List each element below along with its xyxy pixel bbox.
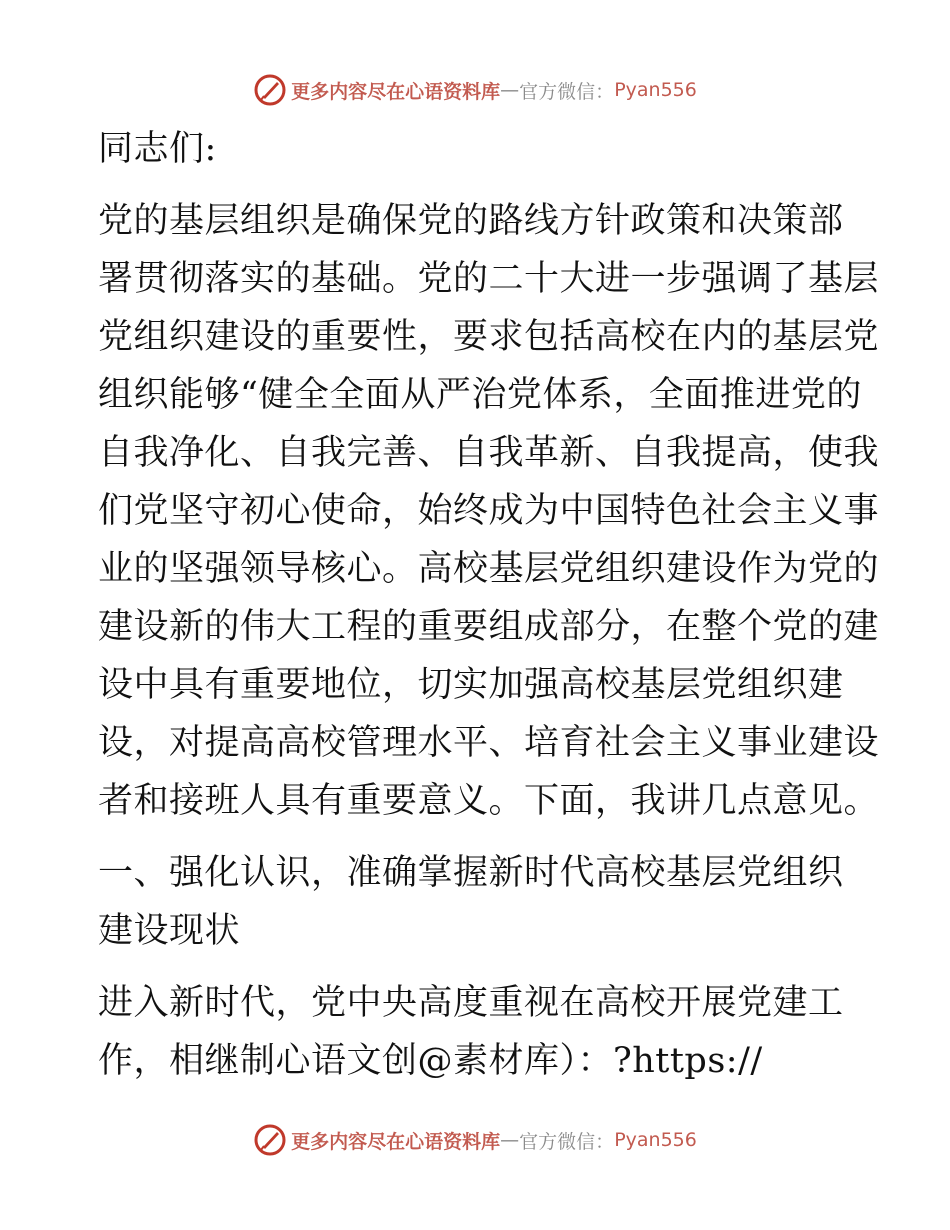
- text-line: 业的坚强领导核心。高校基层党组织建设作为党的: [98, 549, 880, 589]
- text-line: 建设新的伟大工程的重要组成部分，在整个党的建: [98, 607, 880, 647]
- watermark-official-label: 官方微信：: [519, 1130, 615, 1153]
- text-line: 者和接班人具有重要意义。下面，我讲几点意见。: [98, 781, 880, 821]
- heading-line: 一、强化认识，准确掌握新时代高校基层党组织: [98, 853, 844, 893]
- text-line: 设，对提高高校管理水平、培育社会主义事业建设: [98, 723, 880, 763]
- quill-logo-icon: [253, 73, 287, 107]
- text-line: 党的基层组织是确保党的路线方针政策和决策部: [98, 201, 844, 241]
- watermark-wechat-id: Pyan556: [614, 79, 697, 101]
- heading-line: 建设现状: [98, 911, 241, 951]
- text-line: 设中具有重要地位，切实加强高校基层党组织建: [98, 665, 844, 705]
- quill-logo-icon: [253, 1123, 287, 1157]
- text-line: 作，相继制心语文创@素材库）：?https://: [98, 1041, 763, 1081]
- paragraph-1: [98, 192, 880, 830]
- text-line: 组织能够“健全全面从严治党体系，全面推进党的: [98, 375, 862, 415]
- watermark-header: [0, 70, 950, 110]
- text-line: 们党坚守初心使命，始终成为中国特色社会主义事: [98, 491, 880, 531]
- document-body: [98, 120, 880, 1090]
- greeting: 同志们:: [98, 129, 217, 169]
- text-line: 党组织建设的重要性，要求包括高校在内的基层党: [98, 317, 880, 357]
- watermark-main-text: 更多内容尽在心语资料库: [291, 80, 501, 103]
- watermark-wechat-id: Pyan556: [614, 1129, 697, 1151]
- text-line: 署贯彻落实的基础。党的二十大进一步强调了基层: [98, 259, 880, 299]
- watermark-footer: [0, 1120, 950, 1160]
- watermark-main-text: 更多内容尽在心语资料库: [291, 1130, 501, 1153]
- watermark-dash: —: [500, 1129, 520, 1151]
- paragraph-2: [98, 974, 858, 1090]
- text-line: 进入新时代，党中央高度重视在高校开展党建工: [98, 983, 844, 1023]
- text-line: 自我净化、自我完善、自我革新、自我提高，使我: [98, 433, 880, 473]
- watermark-official-label: 官方微信：: [519, 80, 615, 103]
- watermark-dash: —: [500, 79, 520, 101]
- section-heading-1: [98, 844, 858, 960]
